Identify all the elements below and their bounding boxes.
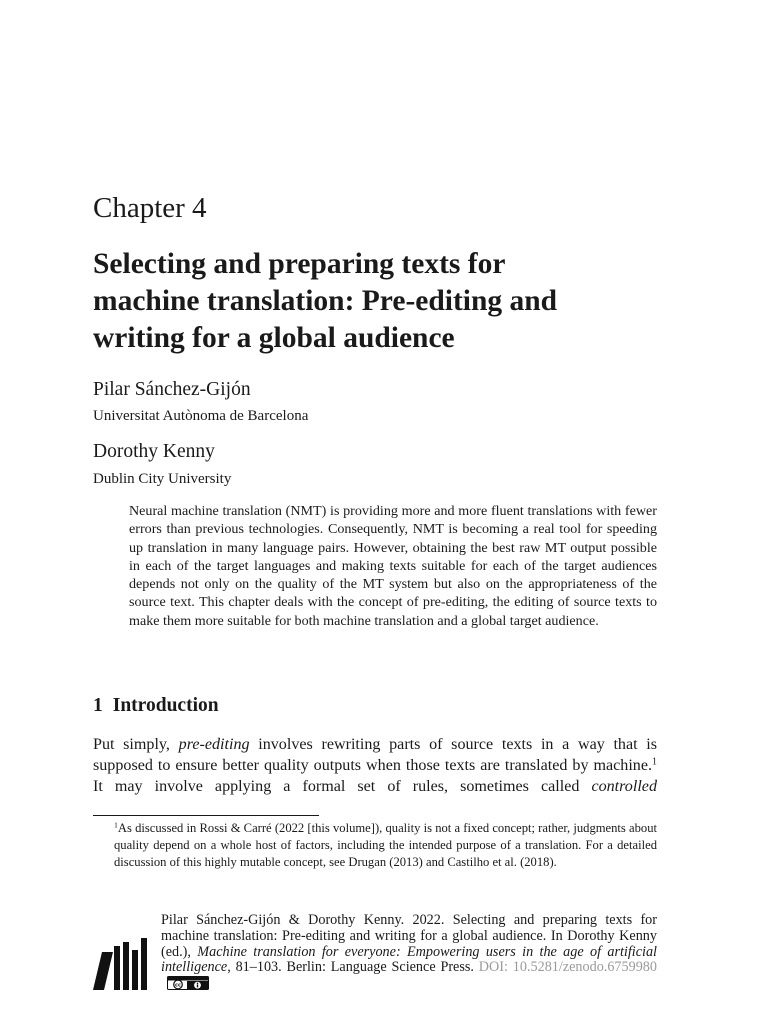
author-name: Pilar Sánchez-Gijón [93, 379, 251, 400]
intro-text: Put simply, [93, 736, 179, 753]
section-heading [93, 694, 219, 718]
footnote-divider [93, 815, 319, 816]
footnote [114, 820, 657, 871]
author-affiliation: Dublin City University [93, 471, 232, 487]
intro-text: It may involve applying a formal set of rules, sometimes called [93, 778, 592, 795]
publisher-logo-icon [93, 938, 147, 990]
footnote-reference[interactable]: 1 [652, 756, 657, 768]
intro-paragraph [93, 734, 657, 797]
footnote-text: As discussed in Rossi & Carré (2022 [this volume]), quality is not a fixed concept; rather, judgments about quality depend on a whole host of factors, including the intended purpose of a translation. For a detailed discussion of this highly mutable concept, see Drugan (2013) and Castilho et al. (2018). [114, 821, 657, 869]
chapter-title-line: writing for a global audience [93, 322, 455, 354]
author-name: Dorothy Kenny [93, 441, 215, 462]
chapter-label: Chapter 4 [93, 192, 207, 224]
citation-book-title: Machine translation for everyone: Empowering users in the age of artificial intelligence [161, 943, 658, 976]
cc-by-license-icon[interactable] [167, 976, 209, 990]
section-title: Introduction [112, 695, 219, 716]
chapter-title [93, 246, 693, 357]
abstract: Neural machine translation (NMT) is providing more and more fluent translations with fewer errors than previous technologies. Consequently, NMT is becoming a real tool for speeding up translation in many language pairs. However, obtaining the best raw MT output possible in each of the target languages and making texts suitable for each of the target audiences depends not only on the quality of the MT system but also on the appropriateness of the source text. This chapter deals with the concept of pre-editing, the editing of source texts to make them more suitable for both machine translation and a global target audience. [129, 503, 657, 629]
citation-text: Pilar Sánchez-Gijón & Dorothy Kenny. 2022. Selecting and preparing texts for machine translation: Pre-editing and writing for a global audience. In Dorothy Kenny (ed.), [161, 912, 657, 960]
chapter-title-line: machine translation: Pre-editing and [93, 285, 558, 317]
citation [161, 913, 657, 993]
intro-text: involves rewriting parts of source texts in a way that is supposed to ensure better quality outputs when those texts are translated by machine. [93, 736, 658, 774]
author-affiliation: Universitat Autònoma de Barcelona [93, 408, 309, 424]
citation-text: , 81–103. Berlin: Language Science Press. [227, 959, 479, 976]
footnote-marker: 1 [114, 820, 118, 830]
intro-term: pre-editing [178, 736, 250, 753]
section-number: 1 [93, 695, 103, 716]
doi-link[interactable]: DOI: 10.5281/zenodo.6759980 [478, 959, 657, 976]
intro-term: controlled [591, 778, 657, 795]
svg-text:cc: cc [175, 982, 181, 989]
chapter-title-line: Selecting and preparing texts for [93, 248, 506, 280]
